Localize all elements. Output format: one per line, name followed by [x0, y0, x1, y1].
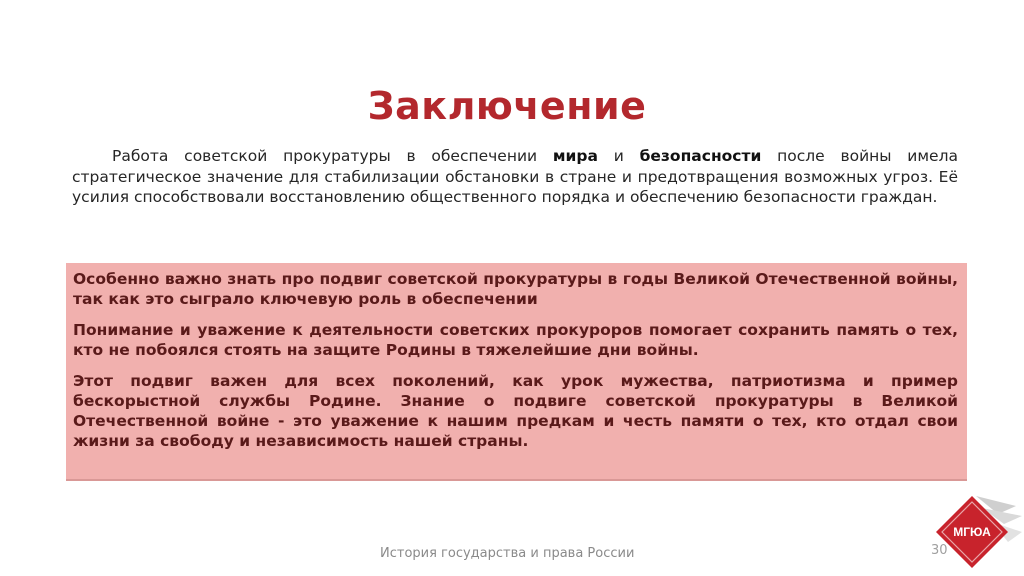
footer-text: История государства и права России: [380, 546, 635, 561]
highlight-box: [66, 263, 967, 481]
highlight-paragraph: Особенно важно знать про подвиг советской прокуратуры в годы Великой Отечественной войны, так как это сыграло ключевую роль в обеспечении: [73, 270, 958, 308]
intro-bold-security: безопасности: [639, 147, 762, 165]
logo-text: МГЮА: [953, 525, 991, 539]
intro-text: Работа советской прокуратуры в обеспечении: [112, 147, 553, 165]
page-number: 30: [931, 543, 948, 558]
intro-bold-peace: мира: [552, 147, 598, 165]
slide-title: Заключение: [367, 84, 647, 128]
highlight-paragraph: Этот подвиг важен для всех поколений, как урок мужества, патриотизма и пример бескорыстной службы Родине. Знание о подвиге советской прокуратуры в Великой Отечественной войне - это уважение к нашим предкам и честь памяти о тех, кто отдал свои жизни за свободу и независимость нашей страны.: [73, 372, 958, 450]
intro-paragraph: [72, 146, 958, 208]
intro-text: после войны имела стратегическое значение для стабилизации обстановки в стране и предотвращения возможных угроз. Её усилия способствовали восстановлению общественного порядка и обеспечению безопасности граждан.: [72, 147, 958, 206]
highlight-paragraph: Понимание и уважение к деятельности советских прокуроров помогает сохранить память о тех, кто не побоялся стоять на защите Родины в тяжелейшие дни войны.: [73, 321, 958, 359]
intro-text: и: [597, 147, 640, 165]
university-logo: [932, 492, 1022, 576]
